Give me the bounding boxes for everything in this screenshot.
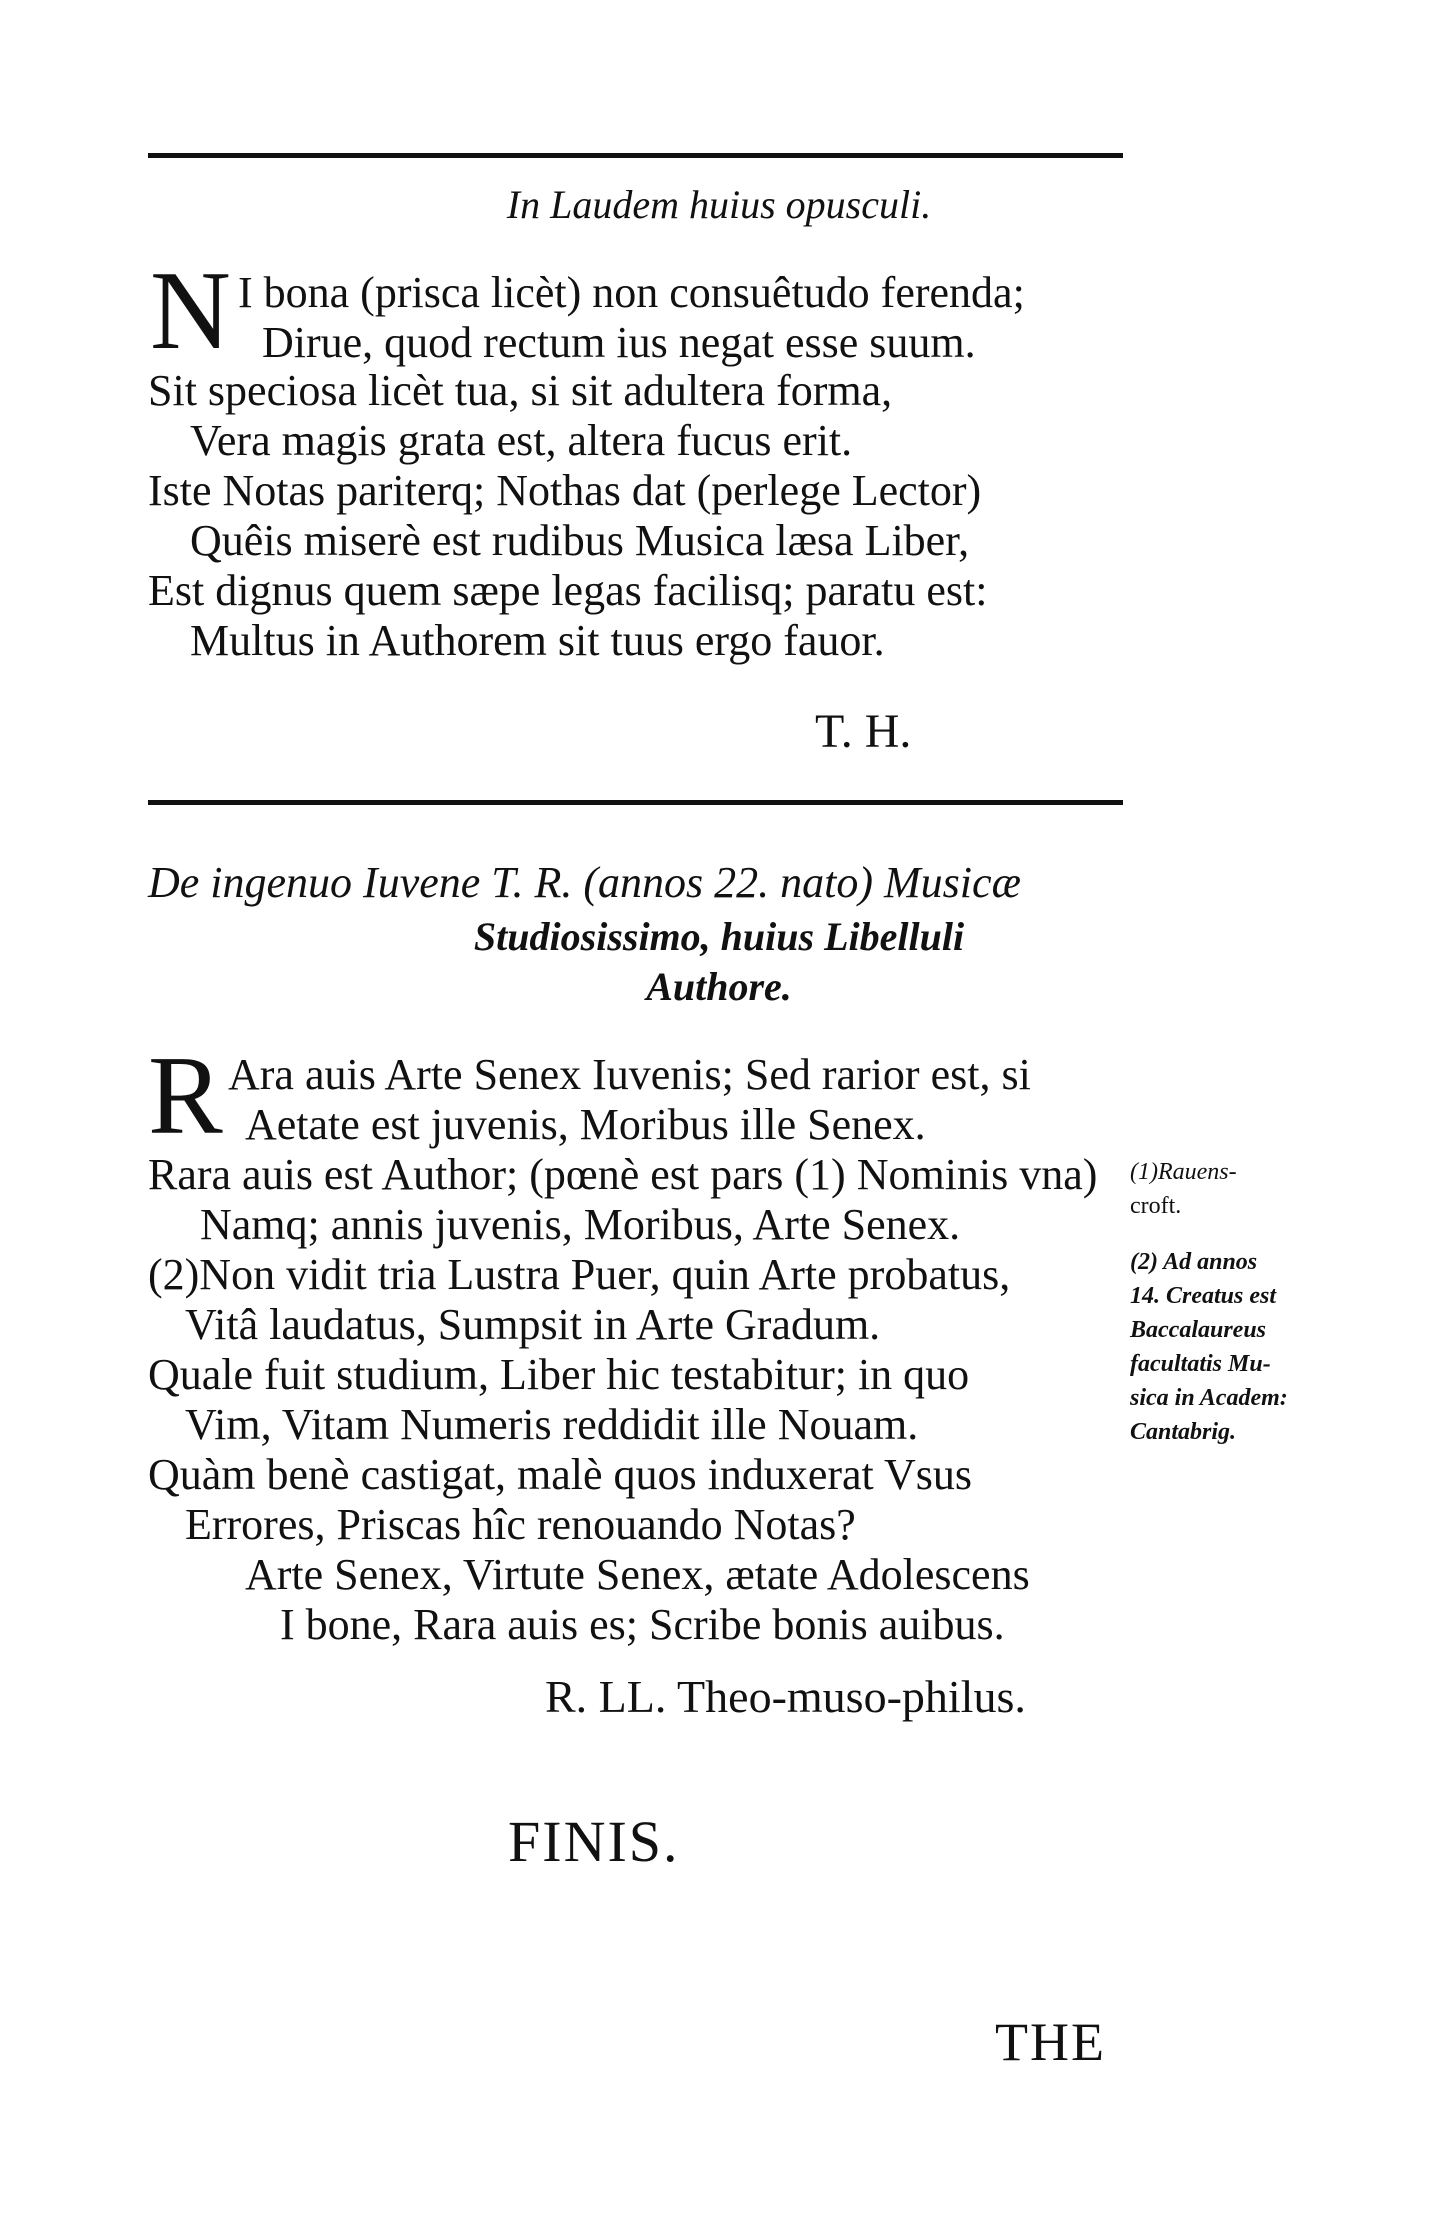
poem2-heading-line3: Authore. xyxy=(646,964,792,1009)
poem2-line: (2)Non vidit tria Lustra Puer, quin Arte probatus, xyxy=(148,1250,1011,1299)
poem1-line: Est dignus quem sæpe legas facilisq; paratu est: xyxy=(148,566,988,615)
poem1-line: Iste Notas pariterq; Nothas dat (perlege Lector) xyxy=(148,466,982,515)
poem2-heading-line2: Studiosissimo, huius Libelluli xyxy=(473,914,965,959)
finis: FINIS. xyxy=(508,1809,680,1874)
margin-note-2: facultatis Mu- xyxy=(1130,1351,1271,1377)
poem2-line: Quàm benè castigat, malè quos induxerat Vsus xyxy=(148,1450,972,1499)
top-rule xyxy=(148,153,1123,158)
margin-note-2: (2) Ad annos xyxy=(1130,1249,1258,1275)
catchword: THE xyxy=(995,2012,1106,2072)
margin-note-1: croft. xyxy=(1130,1193,1182,1219)
margin-note-2: sica in Academ: xyxy=(1130,1385,1288,1411)
poem2-line: Ara auis Arte Senex Iuvenis; Sed rarior est, si xyxy=(228,1050,1031,1099)
margin-note-2: Baccalaureus xyxy=(1130,1317,1267,1343)
poem1-line: Multus in Authorem sit tuus ergo fauor. xyxy=(190,616,885,665)
poem2-line: I bone, Rara auis es; Scribe bonis auibus. xyxy=(280,1600,1005,1649)
margin-note-2: 14. Creatus est xyxy=(1130,1283,1277,1309)
poem1-line: I bona (prisca licèt) non consuêtudo ferenda; xyxy=(238,268,1025,317)
poem2-line: Aetate est juvenis, Moribus ille Senex. xyxy=(245,1100,926,1149)
poem1-dropcap: N xyxy=(150,249,231,373)
poem1-line: Sit speciosa licèt tua, si sit adultera forma, xyxy=(148,366,893,415)
poem1-signature: T. H. xyxy=(815,705,912,758)
margin-note-2: Cantabrig. xyxy=(1130,1419,1237,1445)
poem2-line: Errores, Priscas hîc renouando Notas? xyxy=(185,1500,856,1549)
poem2-line: Quale fuit studium, Liber hic testabitur; in quo xyxy=(148,1350,970,1399)
poem2-line: Arte Senex, Virtute Senex, ætate Adolescens xyxy=(245,1550,1030,1599)
middle-rule xyxy=(148,800,1123,805)
poem1-title: In Laudem huius opusculi. xyxy=(506,182,932,227)
poem1-line: Vera magis grata est, altera fucus erit. xyxy=(190,416,853,465)
poem2-dropcap: R xyxy=(148,1034,223,1158)
poem2-line: Vim, Vitam Numeris reddidit ille Nouam. xyxy=(185,1400,919,1449)
poem2-line: Rara auis est Author; (pœnè est pars (1) Nominis vna) xyxy=(148,1150,1098,1199)
poem2-heading-line1: De ingenuo Iuvene T. R. (annos 22. nato) Musicæ xyxy=(148,858,1021,907)
poem1-line: Quêis miserè est rudibus Musica læsa Liber, xyxy=(190,516,970,565)
margin-note-1: (1)Rauens- xyxy=(1130,1159,1237,1185)
poem2-signature: R. LL. Theo-muso-philus. xyxy=(545,1671,1026,1722)
poem2-line: Vitâ laudatus, Sumpsit in Arte Gradum. xyxy=(185,1300,881,1349)
poem1-line: Dirue, quod rectum ius negat esse suum. xyxy=(262,318,976,367)
poem2-line: Namq; annis juvenis, Moribus, Arte Senex. xyxy=(200,1200,961,1249)
